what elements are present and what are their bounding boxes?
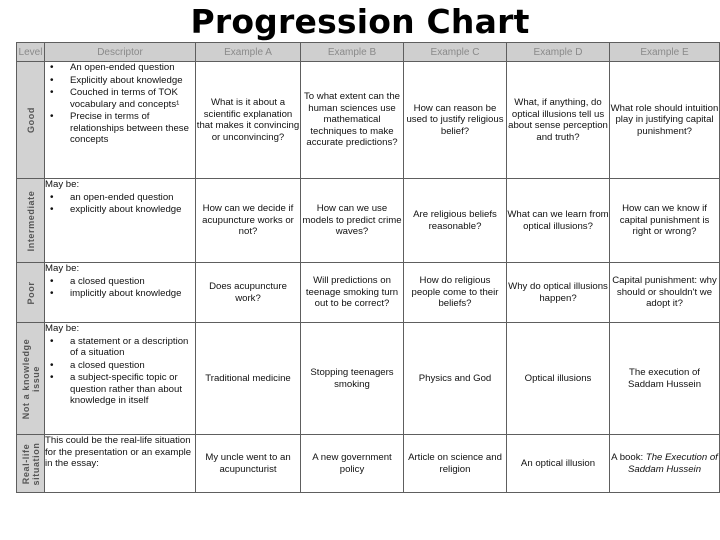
book-title: The Execution of Saddam Hussein xyxy=(627,452,718,475)
header-example-e: Example E xyxy=(610,43,720,62)
chart-body xyxy=(17,62,720,493)
example-c-cell: Physics and God xyxy=(404,323,507,435)
level-cell xyxy=(17,263,45,323)
example-e-cell: What role should intuition play in justifying capital punishment? xyxy=(610,62,720,179)
header-example-c: Example C xyxy=(404,43,507,62)
descriptor-bullet: • a closed question xyxy=(45,276,195,288)
example-d-cell: An optical illusion xyxy=(507,435,610,493)
example-d-cell: What, if anything, do optical illusions tell us about sense perception and truth? xyxy=(507,62,610,179)
level-label: Intermediate xyxy=(25,190,36,251)
example-e-cell: The execution of Saddam Hussein xyxy=(610,323,720,435)
header-row xyxy=(17,43,720,62)
level-label: Real-life situation xyxy=(20,442,41,485)
level-cell xyxy=(17,323,45,435)
header-descriptor: Descriptor xyxy=(45,43,196,62)
descriptor-lead: May be: xyxy=(45,179,80,190)
descriptor-list xyxy=(45,336,195,407)
descriptor-bullet: • a statement or a description of a situation xyxy=(45,336,195,359)
level-cell xyxy=(17,179,45,263)
table-row-not-a-knowledge-issue xyxy=(17,323,720,435)
descriptor-bullet: • an open-ended question xyxy=(45,192,195,204)
example-a-cell: Traditional medicine xyxy=(196,323,301,435)
example-e-cell: A book: The Execution of Saddam Hussein xyxy=(610,435,720,493)
table-row-good xyxy=(17,62,720,179)
header-example-d: Example D xyxy=(507,43,610,62)
table-row-poor xyxy=(17,263,720,323)
descriptor-lead: May be: xyxy=(45,323,80,334)
descriptor-bullet: • implicitly about knowledge xyxy=(45,288,195,300)
example-d-cell: Why do optical illusions happen? xyxy=(507,263,610,323)
table-row-intermediate xyxy=(17,179,720,263)
example-a-cell: My uncle went to an acupuncturist xyxy=(196,435,301,493)
progression-chart-table xyxy=(16,42,720,493)
level-label: Not a knowledge issue xyxy=(20,338,41,419)
example-a-cell: How can we decide if acupuncture works or not? xyxy=(196,179,301,263)
example-b-cell: A new government policy xyxy=(301,435,404,493)
example-a-cell: Does acupuncture work? xyxy=(196,263,301,323)
descriptor-cell xyxy=(45,62,196,179)
descriptor-list xyxy=(45,276,195,300)
example-a-cell: What is it about a scientific explanation that makes it convincing or unconvincing? xyxy=(196,62,301,179)
page-title: Progression Chart xyxy=(190,2,530,41)
descriptor-list xyxy=(45,192,195,216)
header-example-a: Example A xyxy=(196,43,301,62)
descriptor-bullet: • Couched in terms of TOK vocabulary and concepts¹ xyxy=(45,87,195,110)
example-e-cell: How can we know if capital punishment is right or wrong? xyxy=(610,179,720,263)
descriptor-bullet: • An open-ended question xyxy=(45,62,195,74)
example-c-cell: Are religious beliefs reasonable? xyxy=(404,179,507,263)
example-b-cell: To what extent can the human sciences use mathematical techniques to make accurate predictions? xyxy=(301,62,404,179)
example-c-cell: Article on science and religion xyxy=(404,435,507,493)
descriptor-lead: This could be the real-life situation for the presentation or an example in the essay: xyxy=(45,435,192,469)
descriptor-bullet: • a closed question xyxy=(45,360,195,372)
example-b-cell: How can we use models to predict crime waves? xyxy=(301,179,404,263)
level-label: Good xyxy=(25,107,36,133)
level-cell xyxy=(17,62,45,179)
descriptor-bullet: • Explicitly about knowledge xyxy=(45,75,195,87)
header-example-b: Example B xyxy=(301,43,404,62)
descriptor-cell xyxy=(45,435,196,493)
header-level: Level xyxy=(17,43,45,62)
example-e-cell: Capital punishment: why should or shouldn't we adopt it? xyxy=(610,263,720,323)
example-b-cell: Stopping teenagers smoking xyxy=(301,323,404,435)
descriptor-list xyxy=(45,62,195,146)
example-c-cell: How do religious people come to their beliefs? xyxy=(404,263,507,323)
descriptor-cell xyxy=(45,263,196,323)
level-label: Poor xyxy=(25,281,36,304)
example-c-cell: How can reason be used to justify religious belief? xyxy=(404,62,507,179)
descriptor-cell xyxy=(45,179,196,263)
example-d-cell: What can we learn from optical illusions? xyxy=(507,179,610,263)
descriptor-lead: May be: xyxy=(45,263,80,274)
example-b-cell: Will predictions on teenage smoking turn out to be correct? xyxy=(301,263,404,323)
example-d-cell: Optical illusions xyxy=(507,323,610,435)
level-cell xyxy=(17,435,45,493)
descriptor-cell xyxy=(45,323,196,435)
table-row-real-life-situation xyxy=(17,435,720,493)
descriptor-bullet: • explicitly about knowledge xyxy=(45,204,195,216)
descriptor-bullet: • a subject-specific topic or question rather than about knowledge in itself xyxy=(45,372,195,407)
descriptor-bullet: • Precise in terms of relationships between these concepts xyxy=(45,111,195,146)
